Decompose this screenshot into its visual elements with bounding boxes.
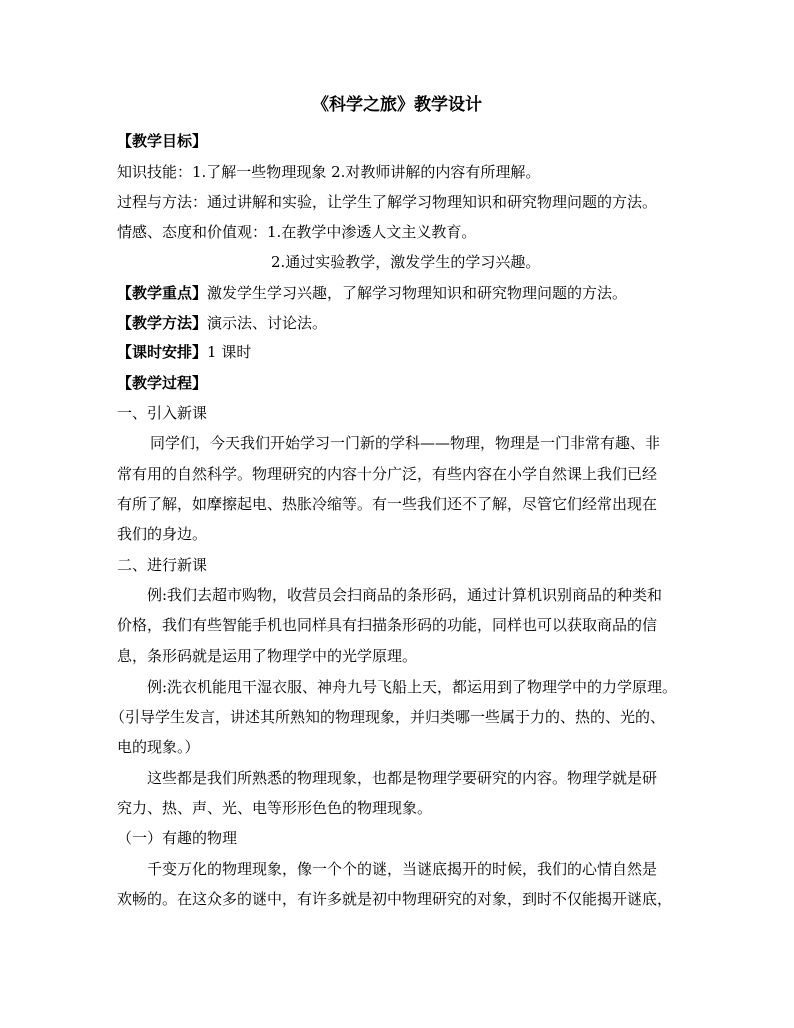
schedule-line (117, 342, 251, 362)
example-1-line: 例:我们去超市购物，收营员会扫商品的条形码，通过计算机识别商品的种类和 (147, 586, 663, 604)
section-2-heading: 二、进行新课 (117, 556, 208, 574)
section-1-heading: 一、引入新课 (117, 404, 208, 422)
objectives-header: 【教学目标】 (117, 132, 208, 150)
subsection-1-paragraph-line: 欢畅的。在这众多的谜中，有许多就是初中物理研究的对象，到时不仅能揭开谜底， (117, 890, 673, 908)
knowledge-skills-line: 知识技能：1.了解一些物理现象 2.对教师讲解的内容有所理解。 (117, 163, 541, 181)
document-title: 《科学之旅》教学设计 (312, 95, 482, 115)
section-1-paragraph-line: 常有用的自然科学。物理研究的内容十分广泛，有些内容在小学自然课上我们已经 (117, 465, 658, 483)
emotion-values-line-2: 2.通过实验教学，激发学生的学习兴趣。 (271, 253, 541, 271)
key-point-line (117, 283, 627, 303)
section-1-paragraph-line: 有所了解，如摩擦起电、热胀冷缩等。有一些我们还不了解，尽管它们经常出现在 (117, 495, 658, 513)
key-point-label: 【教学重点】 (117, 284, 208, 302)
method-text: 演示法、讨论法。 (207, 314, 328, 332)
summary-line: 这些都是我们所熟悉的物理现象，也都是物理学要研究的内容。物理学就是研 (147, 769, 658, 787)
example-2-line: （引导学生发言，讲述其所熟知的物理现象，并归类哪一些属于力的、热的、光的、 (110, 708, 666, 726)
method-line (117, 313, 327, 333)
schedule-text: 1 课时 (207, 343, 252, 361)
section-1-paragraph-line: 同学们，今天我们开始学习一门新的学科——物理，物理是一门非常有趣、非 (150, 434, 661, 452)
process-method-line: 过程与方法：通过讲解和实验，让学生了解学习物理知识和研究物理问题的方法。 (117, 193, 658, 211)
example-2-line: 例:洗衣机能甩干湿衣服、神舟九号飞船上天，都运用到了物理学中的力学原理。 (147, 678, 678, 696)
key-point-text: 激发学生学习兴趣，了解学习物理知识和研究物理问题的方法。 (207, 284, 628, 302)
method-label: 【教学方法】 (117, 314, 208, 332)
example-1-line: 价格，我们有些智能手机也同样具有扫描条形码的功能，同样也可以获取商品的信 (117, 616, 658, 634)
section-1-paragraph-line: 我们的身边。 (117, 525, 208, 543)
process-header: 【教学过程】 (117, 374, 208, 392)
schedule-label: 【课时安排】 (117, 343, 208, 361)
emotion-values-line: 情感、态度和价值观：1.在教学中渗透人文主义教育。 (117, 223, 477, 241)
example-1-line: 息，条形码就是运用了物理学中的光学原理。 (117, 647, 418, 665)
subsection-1-paragraph-line: 千变万化的物理现象，像一个个的谜，当谜底揭开的时候，我们的心情自然是 (147, 860, 658, 878)
example-2-line: 电的现象。） (117, 738, 200, 756)
summary-line: 究力、热、声、光、电等形形色色的物理现象。 (117, 799, 433, 817)
subsection-1-heading: （一）有趣的物理 (117, 829, 238, 847)
